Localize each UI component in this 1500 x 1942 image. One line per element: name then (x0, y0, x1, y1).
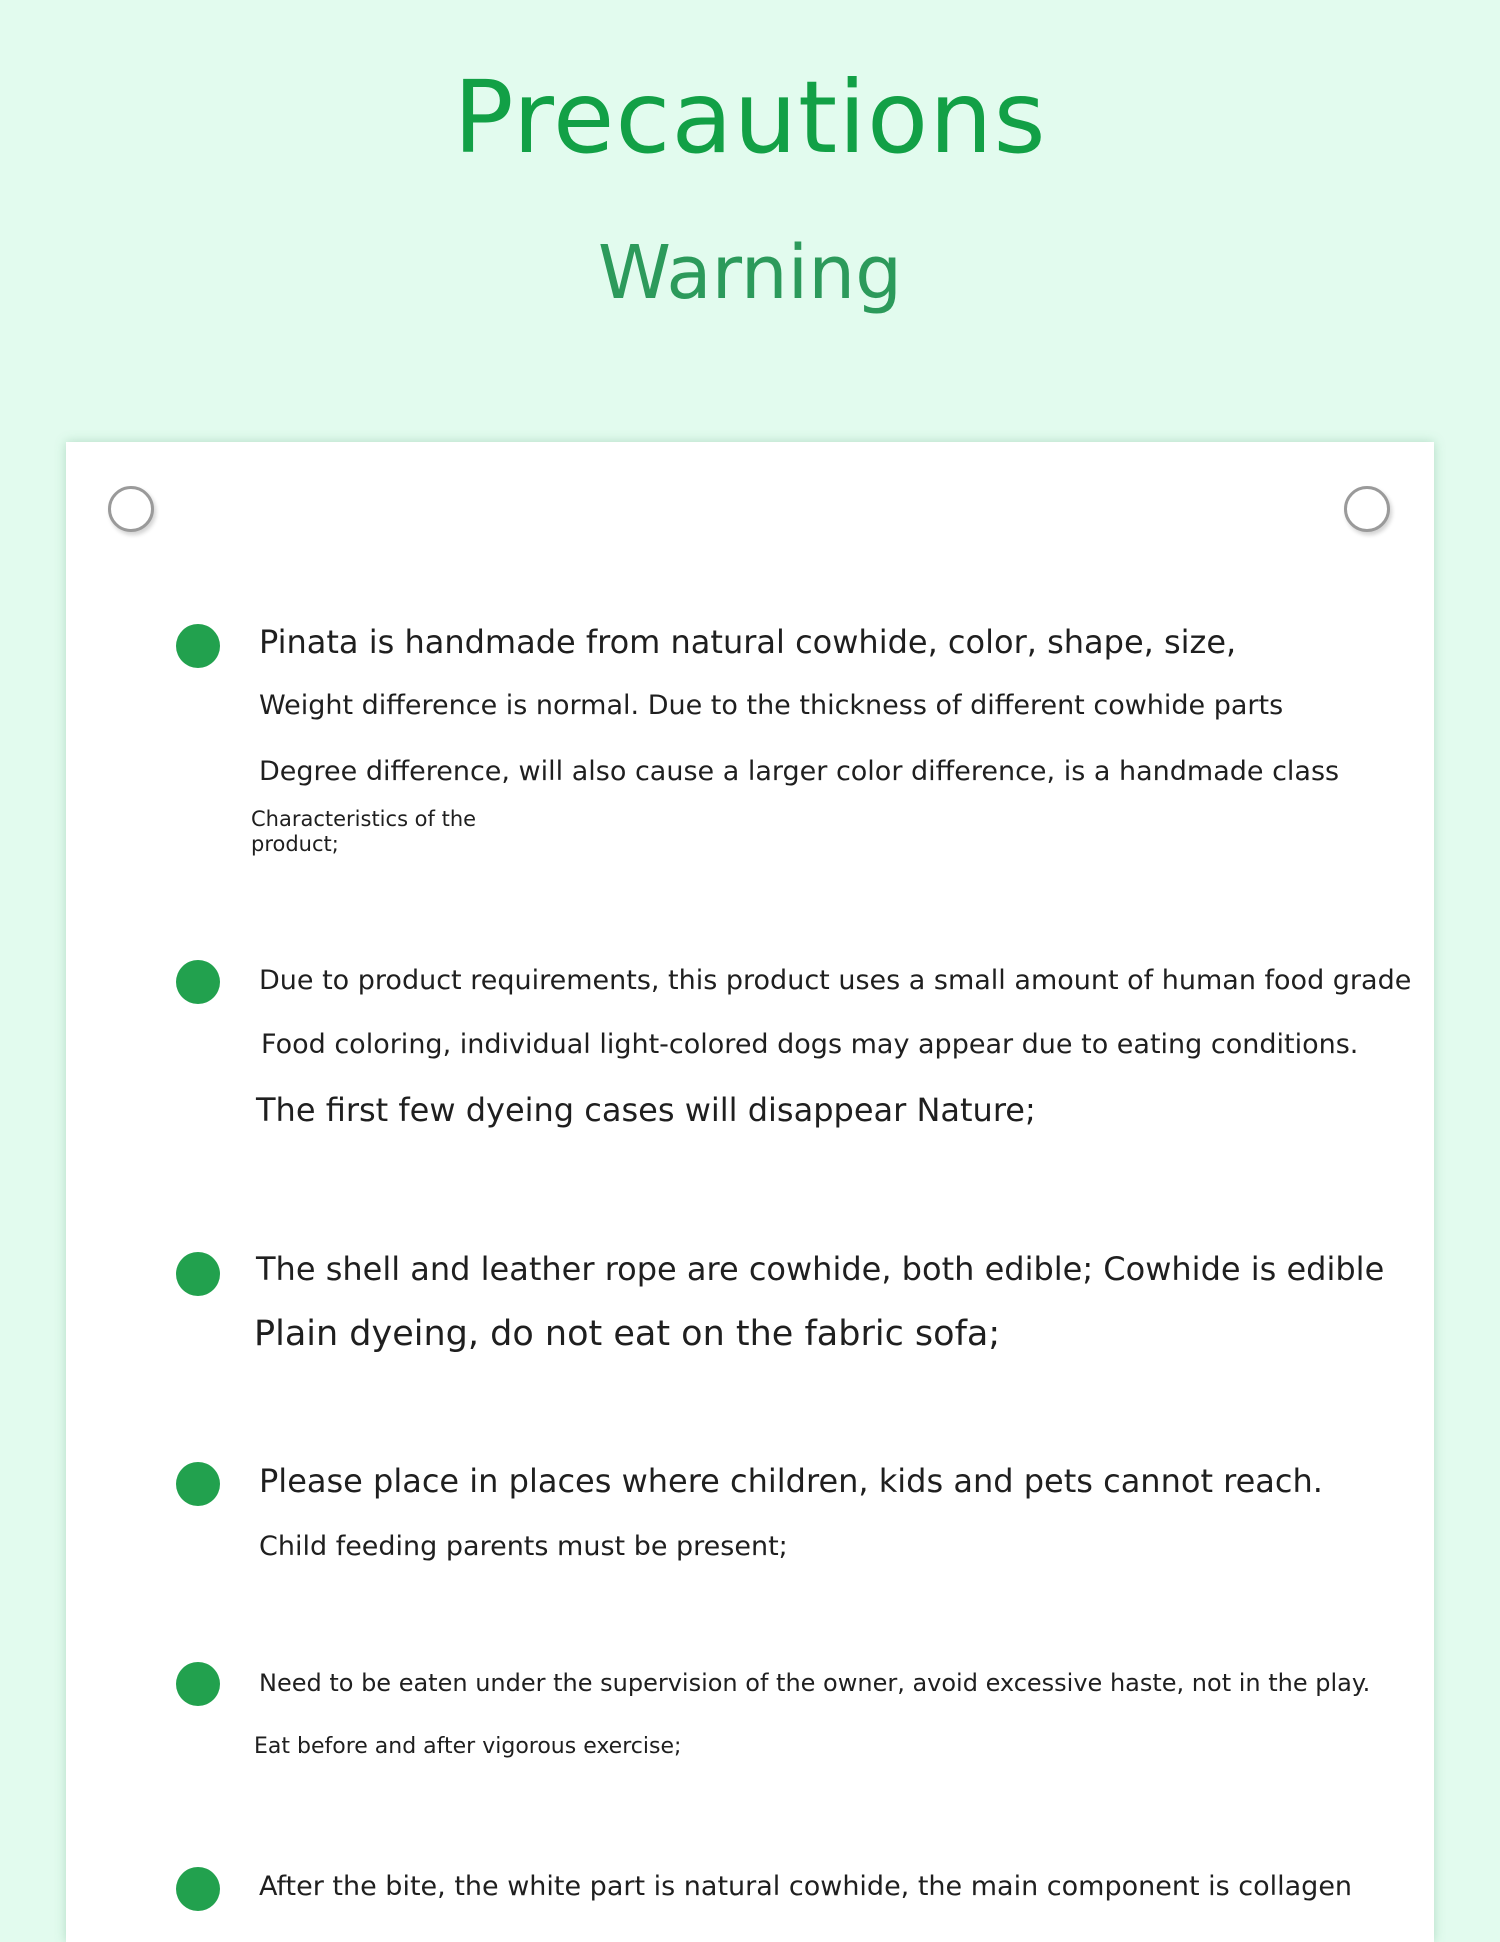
note-2-line-1: Due to product requirements, this product uses a small amount of human food grade (259, 965, 1412, 996)
note-1-line-1: Pinata is handmade from natural cowhide, color, shape, size, (259, 623, 1237, 661)
note-1-line-3: Degree difference, will also cause a larger color difference, is a handmade class (259, 756, 1340, 787)
note-1-line-2: Weight difference is normal. Due to the thickness of different cowhide parts (259, 690, 1284, 721)
bullet-dot (176, 624, 220, 668)
precautions-card (66, 442, 1434, 1942)
bullet-dot (176, 1867, 220, 1911)
page-subtitle: Warning (597, 230, 903, 316)
note-4-line-1: Please place in places where children, kids and pets cannot reach. (259, 1462, 1323, 1500)
bullet-dot (176, 1462, 220, 1506)
note-5-line-2: Eat before and after vigorous exercise; (254, 1734, 682, 1759)
page-title: Precautions (453, 59, 1047, 176)
punch-hole-right (1344, 486, 1390, 532)
note-1-line-4: Characteristics of the product; (251, 807, 477, 856)
note-6-line-1: After the bite, the white part is natural cowhide, the main component is collagen (259, 1871, 1353, 1902)
note-3-line-2: Plain dyeing, do not eat on the fabric sofa; (254, 1314, 1001, 1354)
note-2-line-2: Food coloring, individual light-colored dogs may appear due to eating conditions. (261, 1029, 1359, 1060)
bullet-dot (176, 1662, 220, 1706)
bullet-dot (176, 1252, 220, 1296)
note-4-line-2: Child feeding parents must be present; (259, 1531, 788, 1562)
bullet-dot (176, 960, 220, 1004)
note-5-line-1: Need to be eaten under the supervision of the owner, avoid excessive haste, not in the play. (259, 1669, 1371, 1697)
note-3-line-1: The shell and leather rope are cowhide, both edible; Cowhide is edible (256, 1250, 1385, 1288)
punch-hole-left (108, 486, 154, 532)
note-2-line-3: The first few dyeing cases will disappear Nature; (256, 1091, 1036, 1129)
